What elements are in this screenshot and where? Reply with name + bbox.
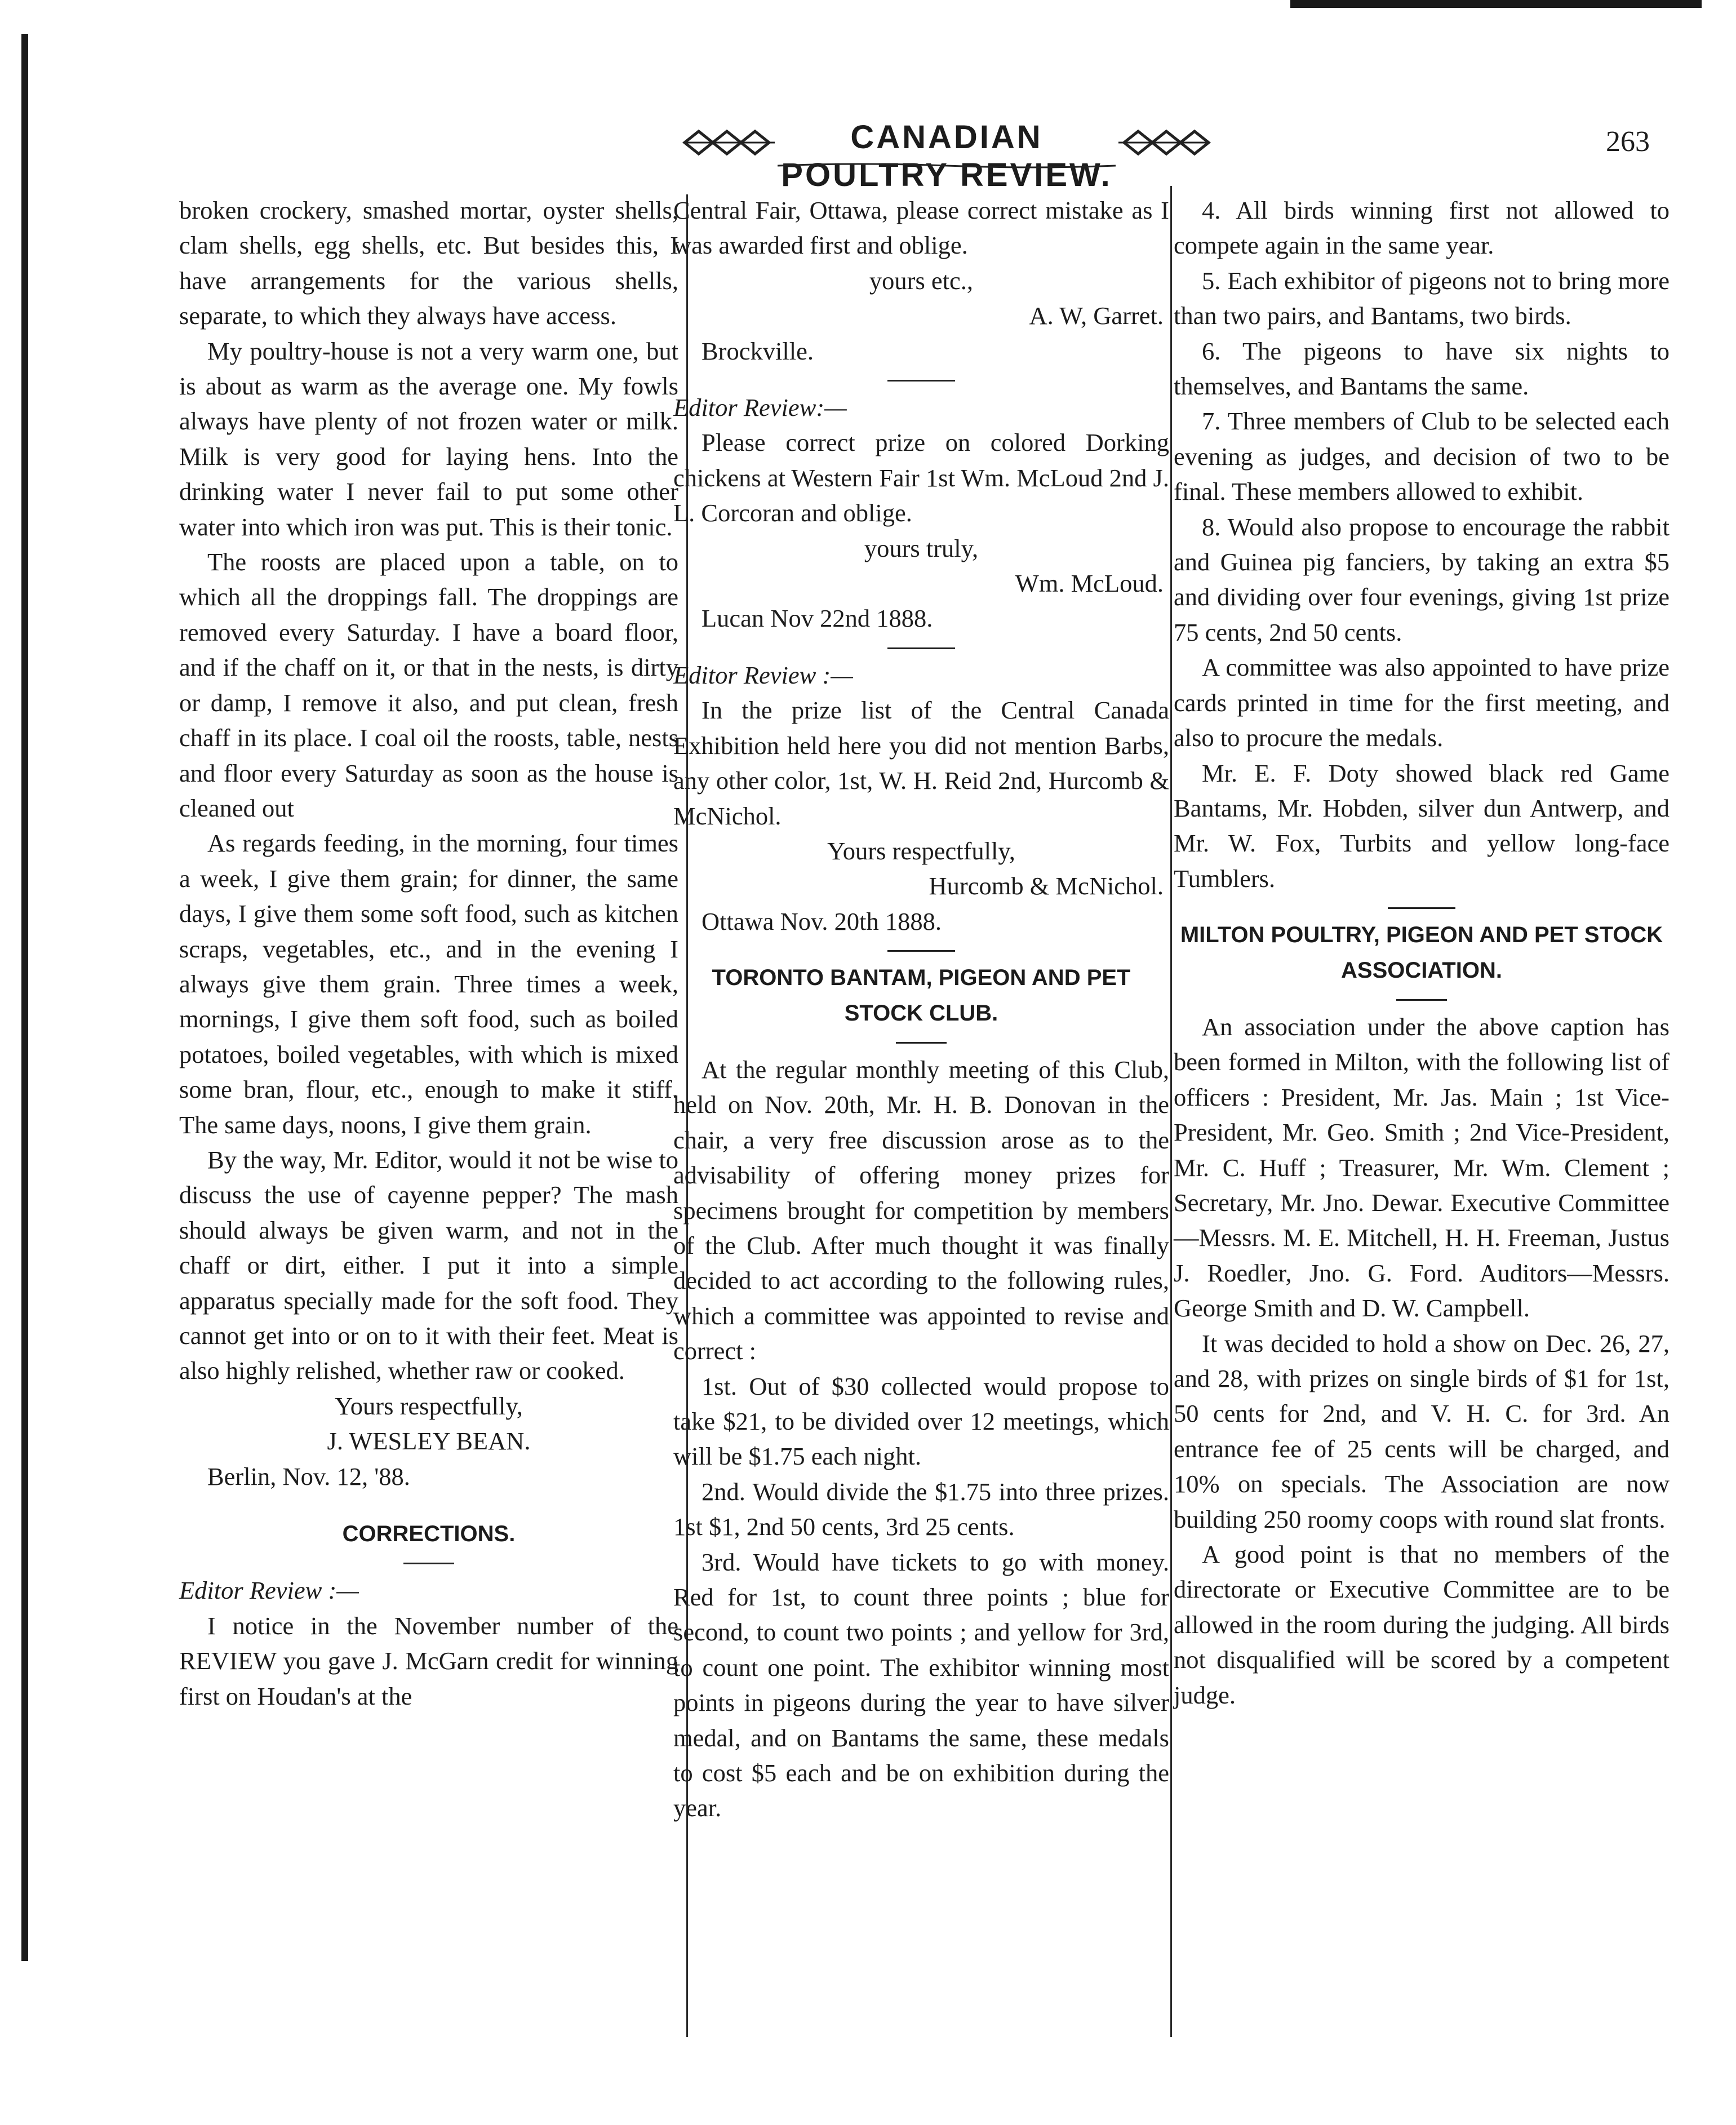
letter-closing: yours etc., <box>869 266 974 295</box>
paragraph: 2nd. Would divide the $1.75 into three prizes. 1st $1, 2nd 50 cents, 3rd 25 cents. <box>673 1477 1169 1541</box>
letter-salutation: Editor Review:— <box>673 393 847 422</box>
paragraph: 6. The pigeons to have six nights to themselves, and Bantams the same. <box>1174 336 1670 401</box>
masthead-ornament-right <box>1116 123 1211 162</box>
paragraph: A good point is that no members of the directorate or Executive Committee are to be allowed in the room during the judging. All birds not disqualified will be scored by a competent judge. <box>1174 1540 1670 1709</box>
paragraph: Central Fair, Ottawa, please correct mistake as I was awarded first and oblige. <box>673 196 1169 260</box>
paragraph: At the regular monthly meeting of this Club, held on Nov. 20th, Mr. H. B. Donovan in the chair, a very free discussion arose as to the advisability of offering money prizes for specimens brought for competition by members of the Club. After much thought it was finally decided to act according to the following rules, which a committee was appointed to revise and correct : <box>673 1055 1169 1365</box>
letter-signature: J. WESLEY BEAN. <box>327 1427 531 1456</box>
letter-dateline: Ottawa Nov. 20th 1888. <box>701 907 942 935</box>
paragraph: 3rd. Would have tickets to go with money. Red for 1st, to count three points ; blue for second, to count two points ; and yellow for 3rd, to count one point. The exhibitor winning most points in pigeons during the year to have silver medal, and on Bantams the same, these medals to cost $5 each and be on exhibition during the year. <box>673 1547 1169 1822</box>
paragraph: Please correct prize on colored Dorking chickens at Western Fair 1st Wm. McLoud 2nd J. L. Corcoran and oblige. <box>673 428 1169 527</box>
paragraph: 4. All birds winning first not allowed to compete again in the same year. <box>1174 196 1670 260</box>
section-heading: MILTON POULTRY, PIGEON AND PET STOCK ASSOCIATION. <box>1180 922 1663 983</box>
paragraph: As regards feeding, in the morning, four times a week, I give them grain; for dinner, the same days, I give them some soft food, such as kitchen scraps, vegetables, etc., and in the evening I always give them grain. Three times a week, mornings, I give them soft food, such as boiled potatoes, boiled vegetables, with which is mixed some bran, flour, etc., enough to make it stiff. The same days, noons, I give them grain. <box>179 829 678 1139</box>
page-number: 263 <box>1606 126 1650 158</box>
paragraph: In the prize list of the Central Canada Exhibition held here you did not mention Barbs, any other color, 1st, W. H. Reid 2nd, Hurcomb & McNichol. <box>673 696 1169 830</box>
letter-closing: yours truly, <box>864 534 979 562</box>
paragraph: 5. Each exhibitor of pigeons not to bring more than two pairs, and Bantams, two birds. <box>1174 266 1670 330</box>
letter-dateline: Berlin, Nov. 12, '88. <box>207 1462 410 1490</box>
paragraph: An association under the above caption has been formed in Milton, with the following list of officers : President, Mr. Jas. Main ; 1st Vice-President, Mr. Geo. Smith ; 2nd Vice-President, Mr. C. Huff ; Treasurer, Mr. Wm. Clement ; Secretary, Mr. Jno. Dewar. Executive Committee—Messrs. M. E. Mitchell, H. H. Freeman, Justus J. Roedler, Jno. G. Ford. Auditors—Messrs. George Smith and D. W. Campbell. <box>1174 1012 1670 1323</box>
top-border-rule <box>1290 0 1702 8</box>
paragraph: 8. Would also propose to encourage the rabbit and Guinea pig fanciers, by taking an extra $5 and dividing over four evenings, giving 1st prize 75 cents, 2nd 50 cents. <box>1174 512 1670 646</box>
paragraph: It was decided to hold a show on Dec. 26, 27, and 28, with prizes on single birds of $1 for 1st, 50 cents for 2nd, and V. H. C. for 3rd. An entrance fee of 25 cents will be charged, and 10% on specials. The Association are now building 250 roomy coops with round slat fronts. <box>1174 1329 1670 1533</box>
letter-closing: Yours respectfully, <box>335 1391 523 1420</box>
letter-signature: Wm. McLoud. <box>1015 569 1164 598</box>
letter-place: Brockville. <box>701 336 814 365</box>
section-divider <box>1396 999 1447 1001</box>
divider <box>887 380 955 381</box>
letter-dateline: Lucan Nov 22nd 1888. <box>701 604 933 633</box>
section-heading: CORRECTIONS. <box>342 1521 516 1547</box>
masthead-title: CANADIAN POULTRY REVIEW. <box>781 119 1112 193</box>
paragraph: Mr. E. F. Doty showed black red Game Bantams, Mr. Hobden, silver dun Antwerp, and Mr. W. Fox, Turbits and yellow long-face Tumblers. <box>1174 758 1670 893</box>
column-rule-right <box>1170 186 1172 2037</box>
letter-signature: Hurcomb & McNichol. <box>929 872 1164 900</box>
divider <box>1388 907 1455 909</box>
paragraph: By the way, Mr. Editor, would it not be wise to discuss the use of cayenne pepper? The mash should always be given warm, and not in the chaff or dirt, either. I put it into a simple apparatus specially made for the soft food. They cannot get into or on to it with their feet. Meat is also highly relished, whether raw or cooked. <box>179 1145 678 1385</box>
divider <box>887 647 955 649</box>
section-divider <box>896 1042 947 1044</box>
section-divider <box>403 1563 454 1564</box>
paragraph: 7. Three members of Club to be selected each evening as judges, and decision of two to be final. These members allowed to exhibit. <box>1174 407 1670 506</box>
divider <box>887 950 955 952</box>
column-3 <box>1174 193 1670 1713</box>
column-1 <box>179 193 678 1714</box>
paragraph: I notice in the November number of the REVIEW you gave J. McGarn credit for winning first on Houdan's at the <box>179 1611 678 1710</box>
section-heading: TORONTO BANTAM, PIGEON AND PET STOCK CLUB. <box>712 965 1131 1026</box>
letter-salutation: Editor Review :— <box>179 1576 359 1605</box>
letter-closing: Yours respectfully, <box>827 836 1015 865</box>
column-2 <box>673 193 1169 1826</box>
left-margin-bar <box>21 34 28 1961</box>
letter-signature: A. W, Garret. <box>1029 301 1164 330</box>
paragraph: My poultry-house is not a very warm one, but is about as warm as the average one. My fowls always have plenty of not frozen water or milk. Milk is very good for laying hens. Into the drinking water I never fail to put some other water into which iron was put. This is their tonic. <box>179 336 678 541</box>
paragraph: broken crockery, smashed mortar, oyster shells, clam shells, egg shells, etc. But besides this, I have arrangements for the various shells, separate, to which they always have access. <box>179 196 678 330</box>
masthead <box>682 113 1211 193</box>
masthead-ornament-left <box>682 123 778 162</box>
paragraph: The roosts are placed upon a table, on to which all the droppings fall. The droppings are removed every Saturday. I have a board floor, and if the chaff on it, or that in the nests, is dirty or damp, I remove it also, and put clean, fresh chaff in its place. I coal oil the roosts, table, nests and floor every Saturday as soon as the house is cleaned out <box>179 548 678 822</box>
masthead-underline <box>778 162 1116 169</box>
letter-salutation: Editor Review :— <box>673 660 853 689</box>
paragraph: 1st. Out of $30 collected would propose to take $21, to be divided over 12 meetings, which will be $1.75 each night. <box>673 1372 1169 1471</box>
paragraph: A committee was also appointed to have prize cards printed in time for the first meeting, and also to procure the medals. <box>1174 653 1670 752</box>
